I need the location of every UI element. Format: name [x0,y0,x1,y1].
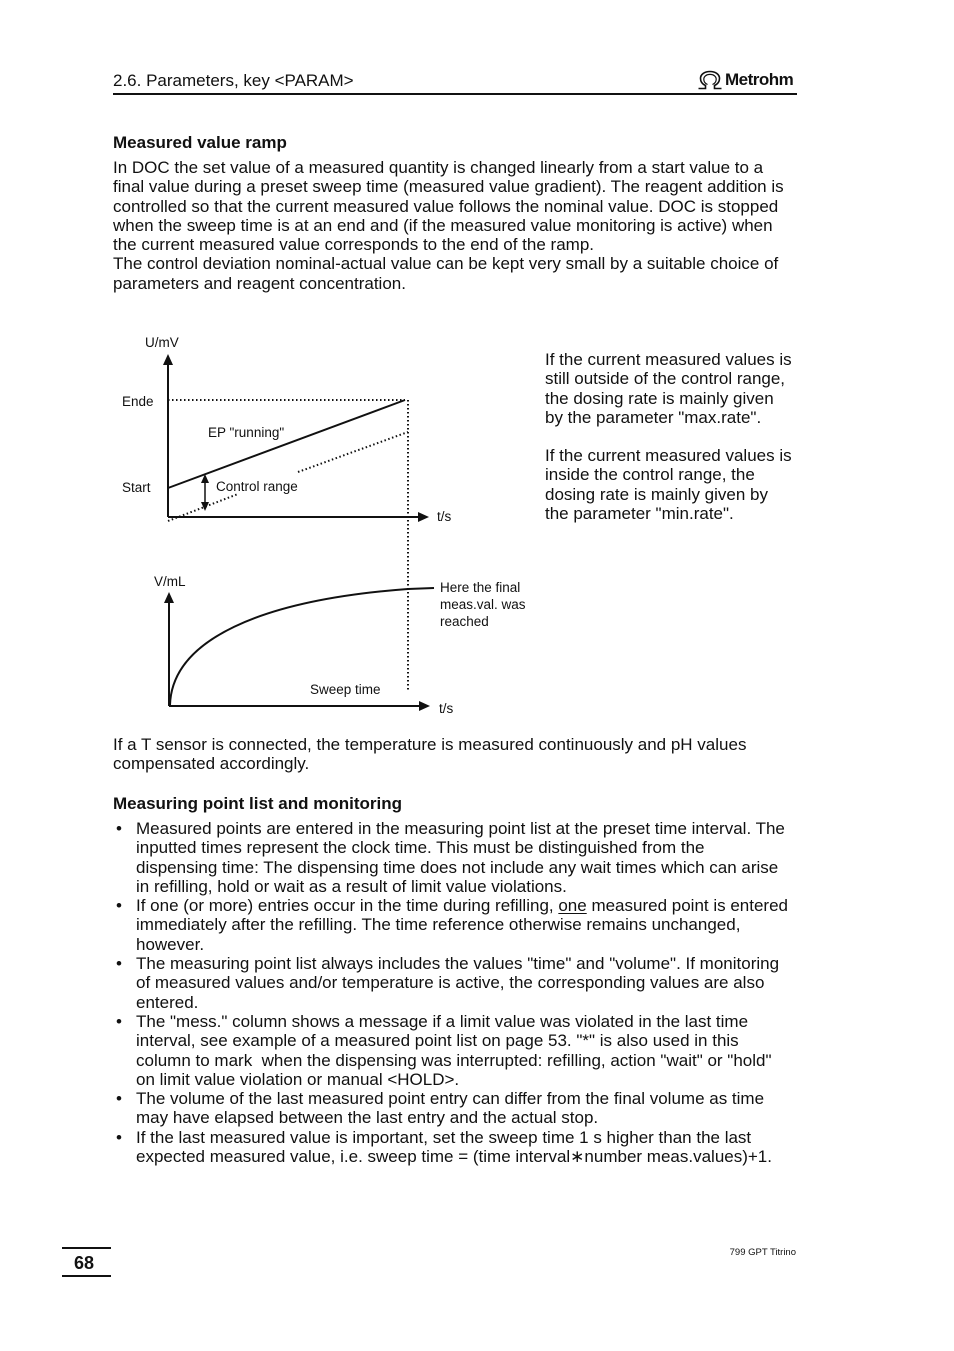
side-note-min-rate [545,446,792,523]
monitoring-bullet-list [113,819,813,1166]
text-line: If a T sensor is connected, the temperature is measured continuously and pH values [113,735,747,754]
text-line: of measured values and/or temperature is active, the corresponding values are also [136,973,765,993]
top-x-axis-label: t/s [437,509,452,524]
bullet-item [113,1012,813,1089]
text-line: inside the control range, the [545,465,755,485]
bullet-item [113,896,813,954]
bullet-icon: • [116,1089,122,1109]
end-label: Ende [122,394,154,409]
sweep-time-label: Sweep time [310,682,381,697]
product-name: 799 GPT Titrino [729,1247,796,1258]
bullet-item [113,1089,813,1128]
text-segment: If one (or more) entries occur in the time during refilling, [136,896,559,916]
final-value-label-line: meas.val. was [440,597,526,612]
ramp-diagram [110,330,540,720]
text-line: however. [136,934,205,954]
text-line: on limit value violation or manual <HOLD>. [136,1069,460,1089]
bullet-icon: • [116,896,122,916]
text-line: The volume of the last measured point entry can differ from the final volume as time [136,1089,765,1109]
text-line: interval, see example of a measured point list on page 53. "*" is also used in this [136,1031,739,1051]
ep-running-label: EP "running" [208,425,285,440]
ramp-intro-paragraph [113,158,784,293]
volume-curve [170,588,434,705]
bullet-icon: • [116,1127,122,1147]
text-line: If the last measured value is important, set the sweep time 1 s higher than the last [136,1127,752,1147]
text-line: inputted times represent the clock time. This must be distinguished from the [136,838,705,858]
metrohm-logo [697,69,797,91]
text-line: the dosing rate is mainly given [545,388,774,408]
ramp-line [168,400,405,488]
text-line: in refilling, hold or wait as a result of limit value violations. [136,876,567,896]
bullet-item [113,954,813,1012]
text-line: still outside of the control range, [545,369,786,389]
text-line: The "mess." column shows a message if a limit value was violated in the last time [136,1011,749,1031]
text-line: In DOC the set value of a measured quantity is changed linearly from a start value to a [113,158,764,177]
side-note-max-rate [545,350,792,427]
text-line: final value during a preset sweep time (measured value gradient). The reagent addition is [113,177,784,197]
bullet-icon: • [116,954,122,974]
monitoring-heading: Measuring point list and monitoring [113,794,402,813]
text-line: expected measured value, i.e. sweep time = (time interval∗number meas.values)+1. [136,1147,772,1167]
text-line: Measured points are entered in the measuring point list at the preset time interval. The [136,819,785,838]
bullet-icon: • [116,1011,122,1031]
text-line: the current measured value corresponds to the end of the ramp. [113,235,594,255]
text-line: by the parameter "max.rate". [545,407,762,427]
text-line: The control deviation nominal-actual value can be kept very small by a suitable choice of [113,254,779,274]
bullet-item [113,1128,813,1167]
text-segment: measured point is entered [586,896,789,916]
text-line: column to mark when the dispensing was interrupted: refilling, action "wait" or "hold" [136,1050,772,1070]
top-y-axis-arrow-icon [163,354,173,365]
text-line: If the current measured values is [545,350,792,369]
text-line: compensated accordingly. [113,754,310,774]
bottom-y-axis-arrow-icon [164,592,174,603]
upper-control-limit-line [298,432,408,472]
header-rule [113,93,797,95]
text-line: immediately after the refilling. The time reference otherwise remains unchanged, [136,915,741,935]
t-sensor-paragraph [113,735,746,774]
control-range-label: Control range [216,479,298,494]
omega-logo-icon [697,70,723,90]
bottom-x-axis-label: t/s [439,701,454,716]
text-line: If the current measured values is [545,446,792,465]
text-line: the parameter "min.rate". [545,503,734,523]
text-line: may have elapsed between the last entry and the actual stop. [136,1108,599,1128]
top-x-axis-arrow-icon [418,512,429,522]
bottom-y-axis-label: V/mL [154,574,186,589]
final-value-label-line: reached [440,614,489,629]
text-line: controlled so that the current measured value follows the nominal value. DOC is stopped [113,196,779,216]
bottom-x-axis-arrow-icon [419,701,430,711]
page-number-bottom-rule [62,1275,111,1277]
page-number-top-rule [62,1247,111,1249]
text-line: The measuring point list always includes the values "time" and "volume". If monitoring [136,954,780,974]
text-line: parameters and reagent concentration. [113,273,406,293]
text-line: entered. [136,992,199,1012]
text-line [136,896,813,915]
text-line: dispensing time: The dispensing time does not include any wait times which can arise [136,857,779,877]
bullet-item [113,819,813,896]
text-line: dosing rate is mainly given by [545,484,769,504]
bullet-icon: • [116,819,122,838]
top-y-axis-label: U/mV [145,335,179,350]
start-label: Start [122,480,151,495]
logo-wordmark: Metrohm [725,70,794,89]
section-title: 2.6. Parameters, key <PARAM> [113,71,354,90]
text-line: when the sweep time is at an end and (if the measured value monitoring is active) when [113,215,773,235]
control-range-arrow-down-icon [201,502,209,511]
page-number: 68 [74,1253,95,1273]
ramp-heading: Measured value ramp [113,133,287,152]
final-value-label-line: Here the final [440,580,521,595]
underlined-word: one [558,896,587,916]
